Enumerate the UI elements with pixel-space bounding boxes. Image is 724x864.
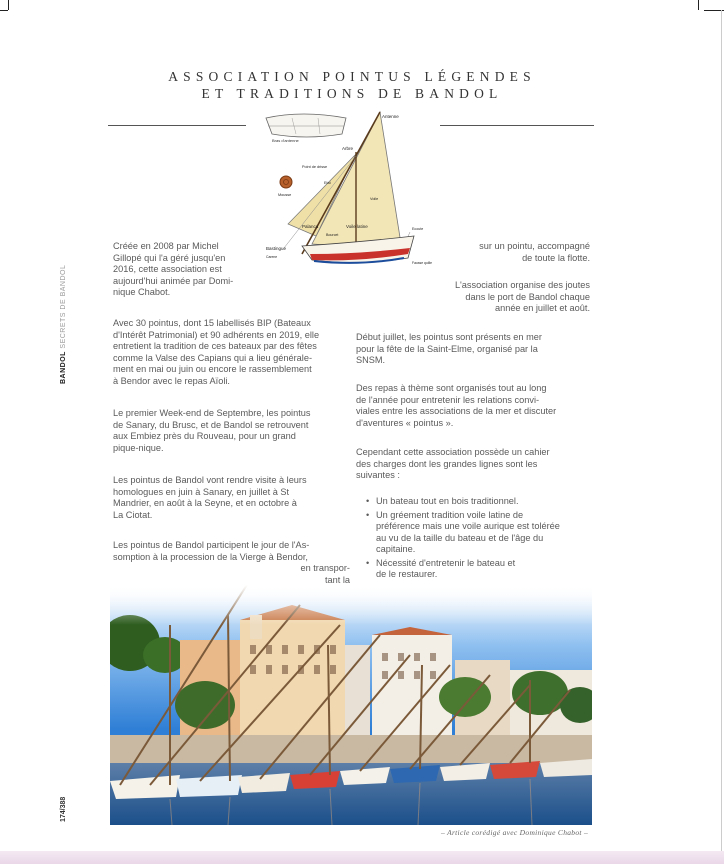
small-boat-sketch bbox=[266, 114, 346, 137]
list-item: • Un bateau tout en bois traditionnel. bbox=[366, 496, 596, 508]
side-brand-name: BANDOL bbox=[60, 351, 67, 384]
bottom-band bbox=[0, 851, 724, 864]
label-etai: Etai bbox=[324, 181, 331, 185]
label-bourcet: Bourcet bbox=[326, 233, 339, 237]
text-line: nique Chabot. bbox=[113, 287, 171, 297]
label-ecoute: Ecoute bbox=[412, 227, 424, 231]
right-paragraph-joutes bbox=[430, 280, 590, 315]
right-paragraph-cahier bbox=[356, 447, 592, 482]
crop-mark-top-right bbox=[698, 0, 699, 10]
label-palanca: Palanca bbox=[302, 224, 319, 229]
text-line: somption à la procession de la Vierge à Bendor, bbox=[113, 551, 308, 562]
list-item: • Un gréement tradition voile latine de préférence mais une voile aurique est tolérée au vu de la taille du bateau et de l'âge du capitaine. bbox=[366, 510, 561, 556]
text-line: comme la Valse des Capians qui a lieu générale- bbox=[113, 352, 313, 363]
text-line: année en juillet et août. bbox=[494, 303, 590, 313]
label-bras: Bras d'antenne bbox=[272, 138, 299, 143]
label-fausse-quille: Fausse quille bbox=[412, 261, 432, 265]
text-line: pique-nique. bbox=[113, 442, 164, 453]
article-title bbox=[110, 68, 594, 102]
text-line: Avec 30 pointus, dont 15 labellisés BIP (Bateaux bbox=[113, 318, 311, 328]
title-rule-left bbox=[108, 125, 246, 126]
text-line: Créée en 2008 par Michel bbox=[113, 241, 219, 251]
text-line: SNSM. bbox=[356, 355, 386, 365]
rope-coil-icon bbox=[280, 176, 292, 188]
text-line: La Ciotat. bbox=[113, 509, 153, 520]
text-line: Les pointus de Bandol participent le jour de l'As- bbox=[113, 540, 310, 550]
paragraph-adherents bbox=[113, 318, 348, 387]
text-line: ment en mai ou juin ou encore le rassemblement bbox=[113, 364, 312, 374]
text-line: en transpor- bbox=[300, 563, 350, 573]
title-line-2: ET TRADITIONS DE BANDOL bbox=[201, 86, 503, 101]
text-line: des charges dont les grandes lignes sont les bbox=[356, 458, 538, 469]
text-line: entretient la tradition de ces bateaux par des fêtes bbox=[113, 341, 317, 351]
text-line: de l'année pour entretenir les relations convi- bbox=[356, 394, 540, 405]
right-paragraph-1 bbox=[440, 241, 590, 264]
page-number: 174/388 bbox=[60, 796, 67, 822]
text-line: sur un pointu, accompagné bbox=[479, 241, 590, 251]
harbour-photo bbox=[110, 585, 592, 825]
text-line: 2016, cette association est bbox=[113, 264, 222, 274]
label-arbre: Arbre bbox=[342, 146, 354, 151]
text-line: viales entre les associations de la mer et discuter bbox=[356, 406, 557, 416]
side-brand bbox=[60, 265, 67, 384]
paragraph-visits bbox=[113, 475, 348, 521]
text-line: Des repas à thème sont organisés tout au long bbox=[356, 383, 547, 393]
label-carene: Carene bbox=[266, 255, 278, 259]
label-voile-latine: Voile latine bbox=[346, 224, 368, 229]
intro-paragraph bbox=[113, 241, 263, 299]
text-line: L'association organise des joutes bbox=[454, 280, 590, 290]
text-line: Début juillet, les pointus sont présents en mer bbox=[356, 332, 542, 342]
crop-mark-right-edge bbox=[721, 10, 722, 864]
text-line: homologues en juin à Sanary, en juillet à St bbox=[113, 486, 290, 497]
list-item: • Nécessité d'entretenir le bateau et de le restaurer. bbox=[366, 558, 526, 581]
text-line: d'aventures « pointus ». bbox=[356, 417, 454, 428]
side-brand-suffix: SECRETS DE BANDOL bbox=[60, 264, 67, 349]
text-line: Cependant cette association possède un cahier bbox=[356, 447, 550, 457]
charter-list bbox=[366, 496, 596, 583]
text-line: tant la bbox=[324, 574, 350, 585]
text-line: Le premier Week-end de Septembre, les pointus bbox=[113, 408, 311, 418]
right-paragraph-saint-elme bbox=[356, 332, 592, 367]
text-line: Gillopé qui l'a géré jusqu'en bbox=[113, 252, 226, 263]
label-mousse: Mousse bbox=[278, 193, 292, 197]
right-paragraph-repas bbox=[356, 383, 592, 429]
text-line: de Sanary, du Brusc, et de Bandol se retrouvent bbox=[113, 419, 309, 430]
paragraph-september bbox=[113, 408, 348, 454]
label-antenne: Antenne bbox=[382, 114, 399, 119]
article-credit: – Article corédigé avec Dominique Chabot – bbox=[440, 828, 588, 837]
text-line: d'Intérêt Patrimonial) et 90 adhérents en 2019, elle bbox=[113, 329, 320, 340]
text-line: dans le port de Bandol chaque bbox=[465, 291, 590, 302]
title-rule-right bbox=[440, 125, 594, 126]
crop-mark-top-left bbox=[8, 0, 9, 10]
text-line: aujourd'hui animée par Domi- bbox=[113, 275, 234, 286]
label-voile: Voile bbox=[370, 197, 379, 201]
text-line: Mandrier, en août à la Seyne, et en octobre à bbox=[113, 498, 297, 508]
text-line: aux Embiez près du Rouveau, pour un grand bbox=[113, 431, 296, 441]
title-line-1: ASSOCIATION POINTUS LÉGENDES bbox=[168, 69, 536, 84]
text-line: pour la fête de la Saint-Elme, organisé par la bbox=[356, 343, 538, 354]
paragraph-assomption bbox=[113, 540, 353, 563]
text-line: Les pointus de Bandol vont rendre visite à leurs bbox=[113, 475, 307, 485]
text-line: de toute la flotte. bbox=[522, 252, 590, 263]
text-line: suivantes : bbox=[356, 470, 400, 480]
crop-mark-top-left-h bbox=[0, 10, 8, 11]
text-line: à Bendor avec le repas Aïoli. bbox=[113, 375, 230, 386]
label-bastingue: Bastingue bbox=[266, 246, 287, 251]
label-pt-drisse: Point de drisse bbox=[302, 165, 328, 169]
pointu-boat-diagram bbox=[262, 104, 442, 274]
